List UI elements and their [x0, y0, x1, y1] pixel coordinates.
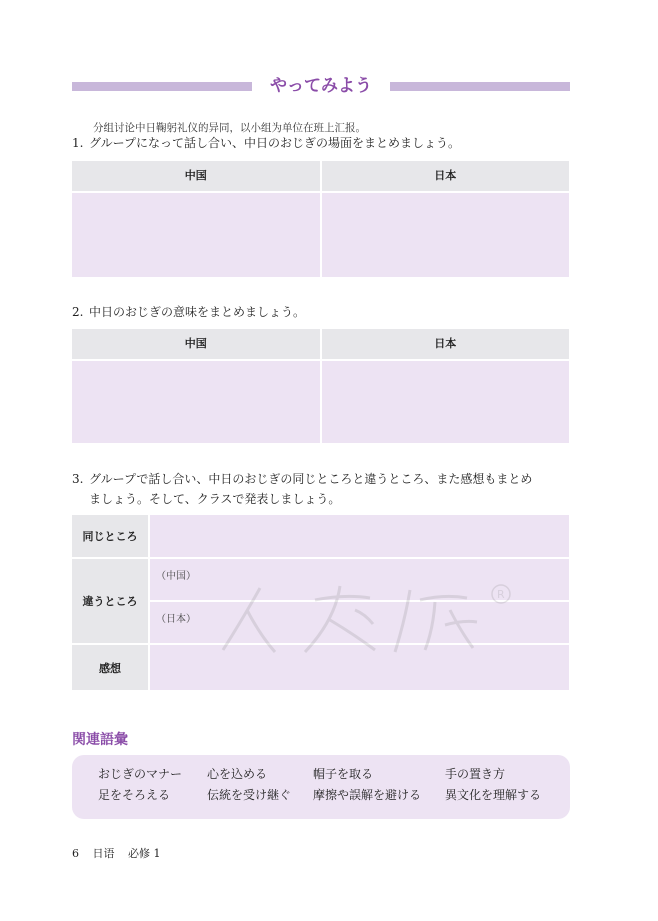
sub-label-china: （中国） [156, 571, 196, 582]
table-2-body [72, 361, 569, 443]
question-3-number: 3. [72, 472, 84, 486]
vocab-item: 足をそろえる [98, 788, 171, 802]
table-1-body [72, 193, 569, 277]
question-3-line-2: ましょう。そして、クラスで発表しましょう。 [89, 492, 341, 506]
section-title: やってみよう [270, 76, 372, 96]
question-2-number: 2. [72, 305, 84, 319]
question-2 [72, 302, 305, 322]
table-1-cell-china[interactable] [72, 193, 320, 277]
vocabulary-title: 関連語彙 [72, 732, 128, 748]
publisher-watermark [205, 580, 515, 660]
header-bar-right [390, 82, 570, 91]
question-2-text: 中日のおじぎの意味をまとめましょう。 [89, 305, 306, 319]
row-label-impressions: 感想 [72, 645, 148, 690]
table-2-cell-japan[interactable] [320, 361, 570, 443]
table-2-header-japan: 日本 [320, 329, 570, 359]
svg-text:R: R [497, 588, 505, 601]
table-1-header-japan: 日本 [320, 161, 570, 191]
row-label-differences: 違うところ [72, 559, 148, 643]
question-1-text: グループになって話し合い、中日のおじぎの場面をまとめましょう。 [89, 136, 461, 150]
vocab-item: 手の置き方 [445, 767, 506, 781]
table-2 [72, 329, 569, 443]
question-1-number: 1. [72, 136, 84, 150]
table-2-header [72, 329, 569, 361]
vocab-item: 心を込める [207, 767, 268, 781]
vocab-item: 異文化を理解する [445, 788, 542, 802]
question-1 [72, 133, 460, 153]
vocab-item: おじぎのマナー [98, 767, 183, 781]
question-3 [72, 469, 572, 509]
vocab-item: 摩擦や誤解を避ける [313, 788, 422, 802]
page-footer [72, 845, 171, 861]
table-1-header-china: 中国 [184, 169, 207, 182]
vocab-item: 伝統を受け継ぐ [207, 788, 292, 802]
table-1-cell-japan[interactable] [320, 193, 570, 277]
cell-similarities[interactable] [150, 515, 569, 557]
header-bar-left [72, 82, 252, 91]
volume-name: 必修 1 [128, 847, 161, 860]
table-1 [72, 161, 569, 277]
book-name: 日语 [92, 847, 115, 860]
vocab-item: 帽子を取る [313, 767, 374, 781]
row-label-similarities: 同じところ [72, 515, 148, 557]
chinese-instruction: 分组讨论中日鞠躬礼仪的异同，以小组为单位在班上汇报。 [93, 122, 366, 134]
page-number: 6 [72, 847, 79, 860]
vocabulary-grid [98, 765, 565, 803]
table-1-header [72, 161, 569, 193]
table-2-header-china: 中国 [184, 337, 207, 350]
sub-label-japan: （日本） [156, 614, 196, 625]
section-header [72, 74, 570, 98]
table-2-cell-china[interactable] [72, 361, 320, 443]
vocabulary-box [72, 755, 570, 819]
question-3-line-1: グループで話し合い、中日のおじぎの同じところと違うところ、また感想もまとめ [89, 472, 533, 486]
